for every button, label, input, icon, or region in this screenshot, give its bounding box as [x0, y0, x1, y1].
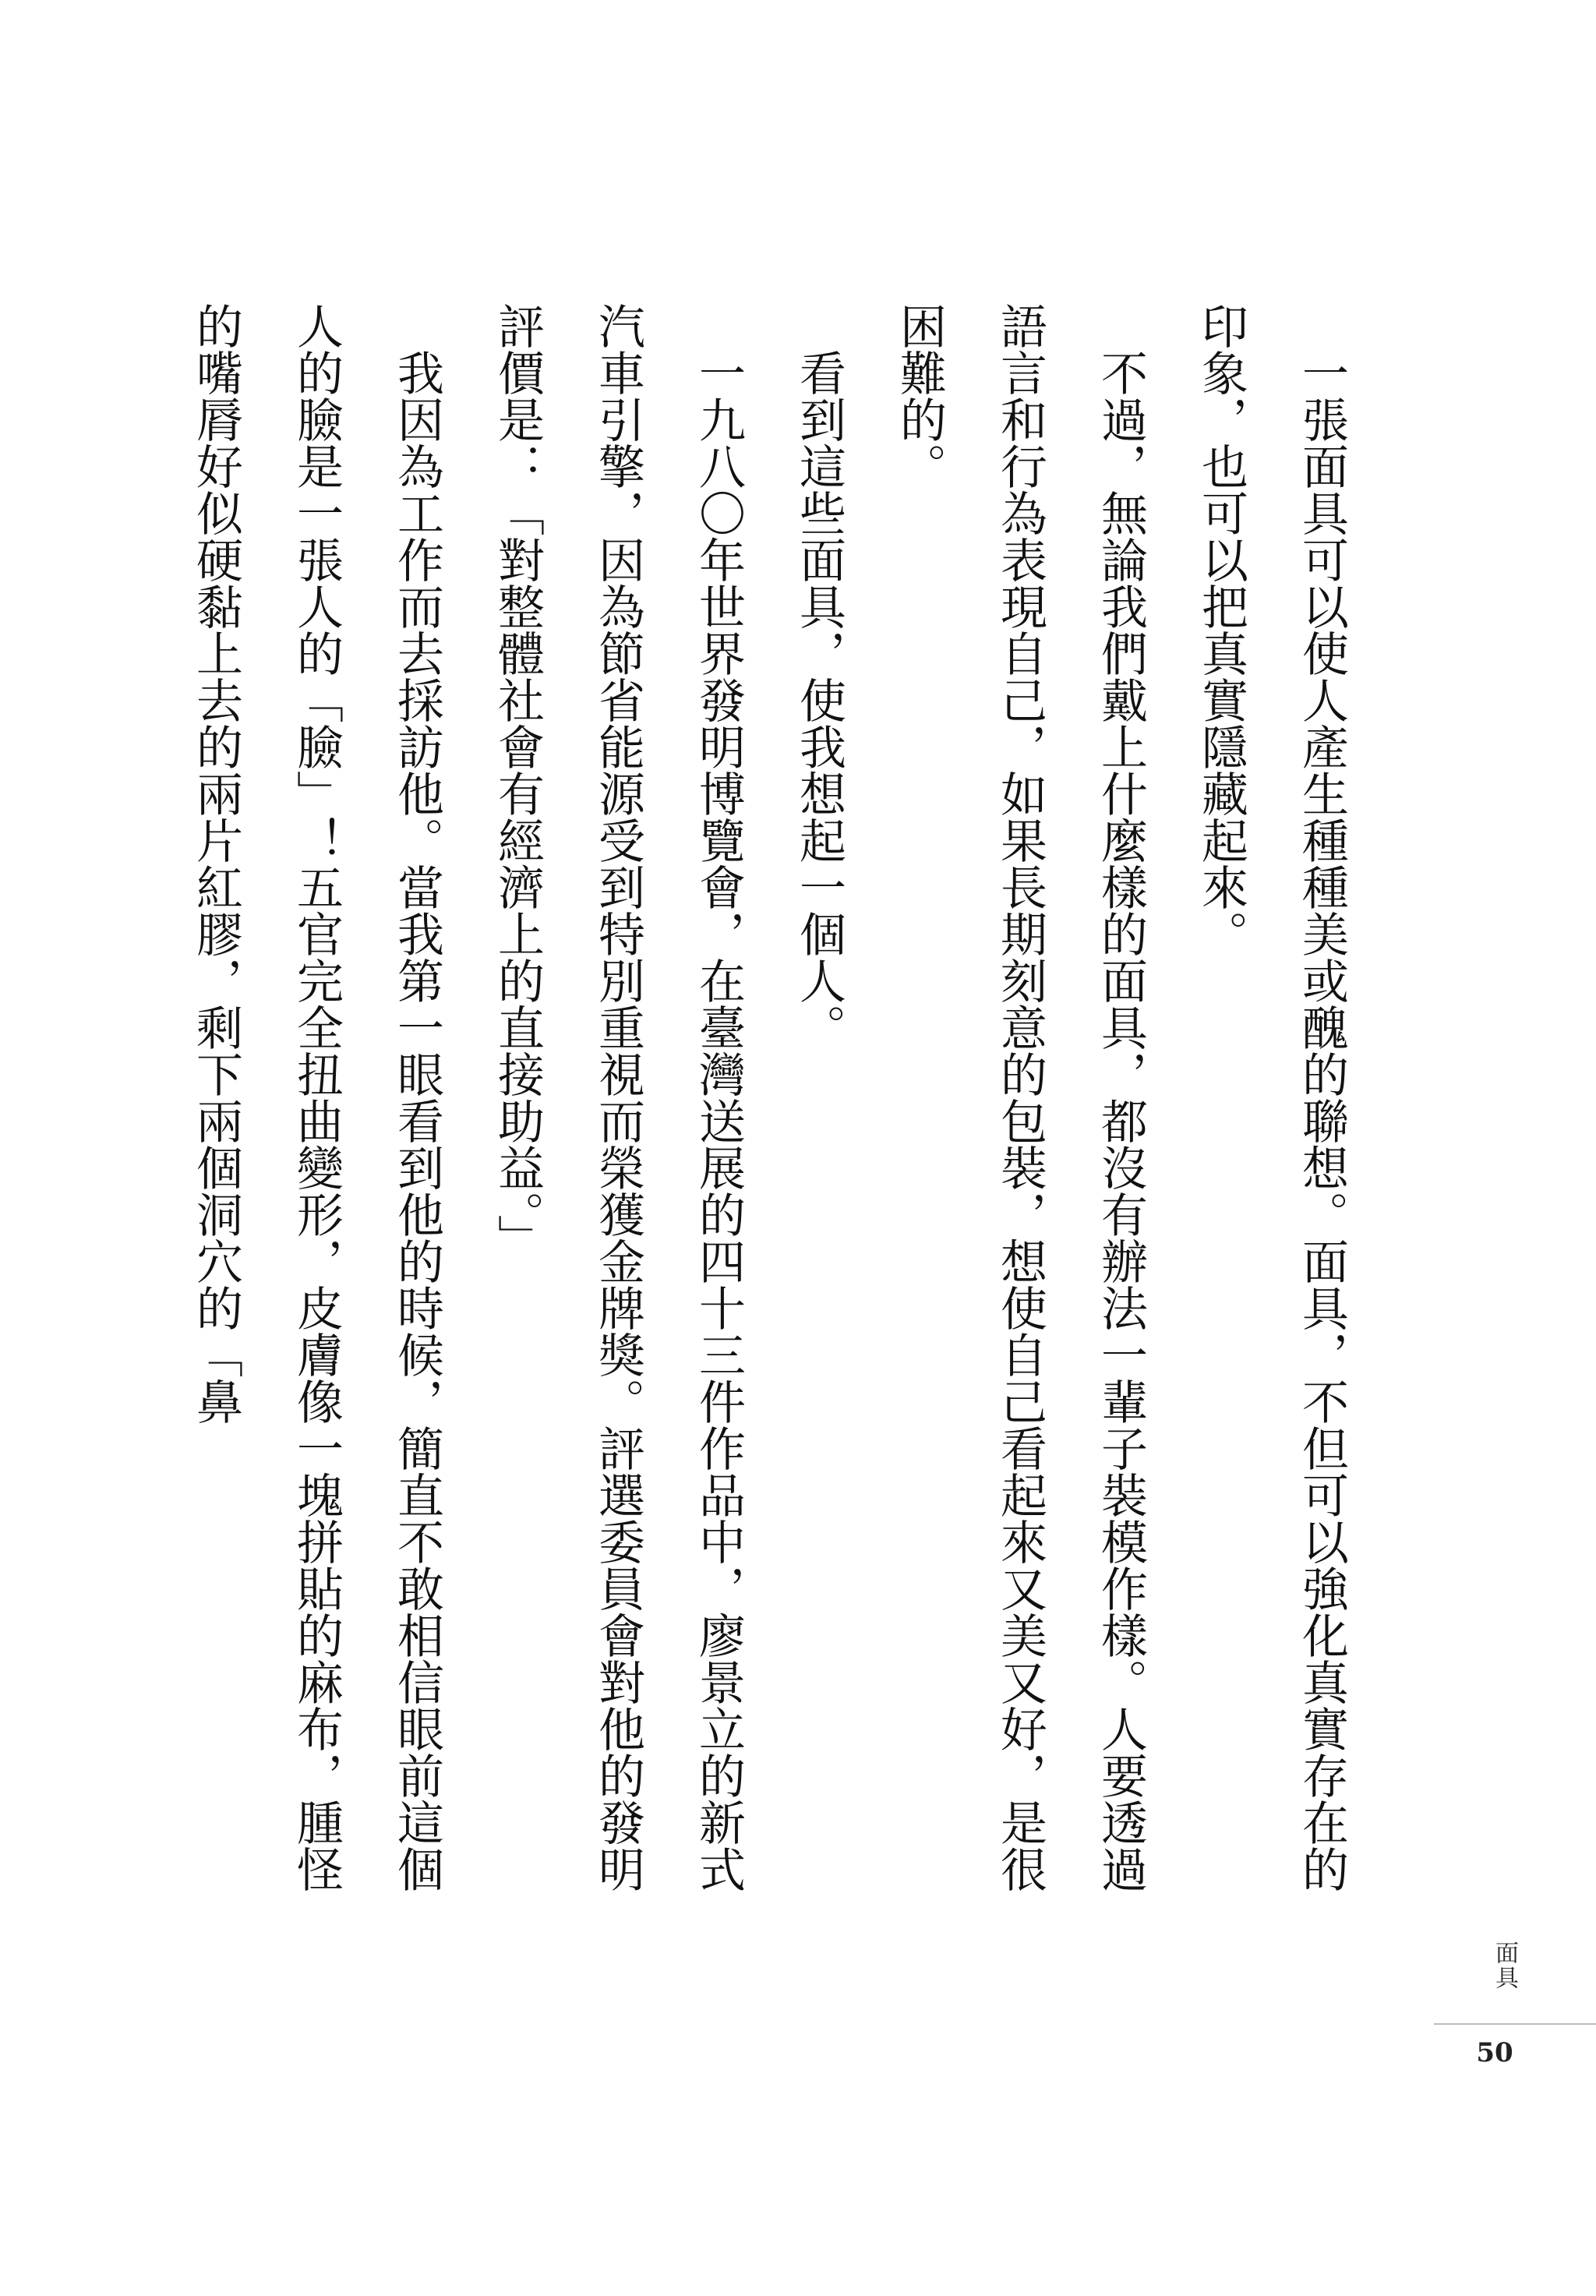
page-number: 50	[1476, 2037, 1513, 2068]
paragraph-1: 一張面具可以使人產生種種美或醜的聯想。面具，不但可以強化真實存在的印象，也可以把真實隱藏起來。	[1194, 302, 1349, 1892]
paragraph-3: 看到這些面具，使我想起一個人。	[792, 349, 846, 1051]
paragraph-4: 一九八〇年世界發明博覽會，在臺灣送展的四十三件作品中，廖景立的新式汽車引擎，因為節省能源受到特別重視而榮獲金牌獎。評選委員會對他的發明評價是：「對整體社會有經濟上的直接助益。」	[490, 302, 746, 1892]
folio-divider	[1434, 2023, 1596, 2025]
paragraph-5: 我因為工作而去採訪他。當我第一眼看到他的時候，簡直不敢相信眼前這個人的臉是一張人的「臉」！五官完全扭曲變形，皮膚像一塊拼貼的麻布，腫怪的嘴脣好似硬黏上去的兩片紅膠，剩下兩個洞穴的「鼻	[189, 302, 444, 1892]
paragraph-2: 不過，無論我們戴上什麼樣的面具，都沒有辦法一輩子裝模作樣。人要透過語言和行為表現自己，如果長期刻意的包裝，想使自己看起來又美又好，是很困難的。	[892, 302, 1148, 1892]
running-head: 面具	[1491, 1941, 1518, 1990]
vertical-body-text	[31, 302, 1372, 1923]
